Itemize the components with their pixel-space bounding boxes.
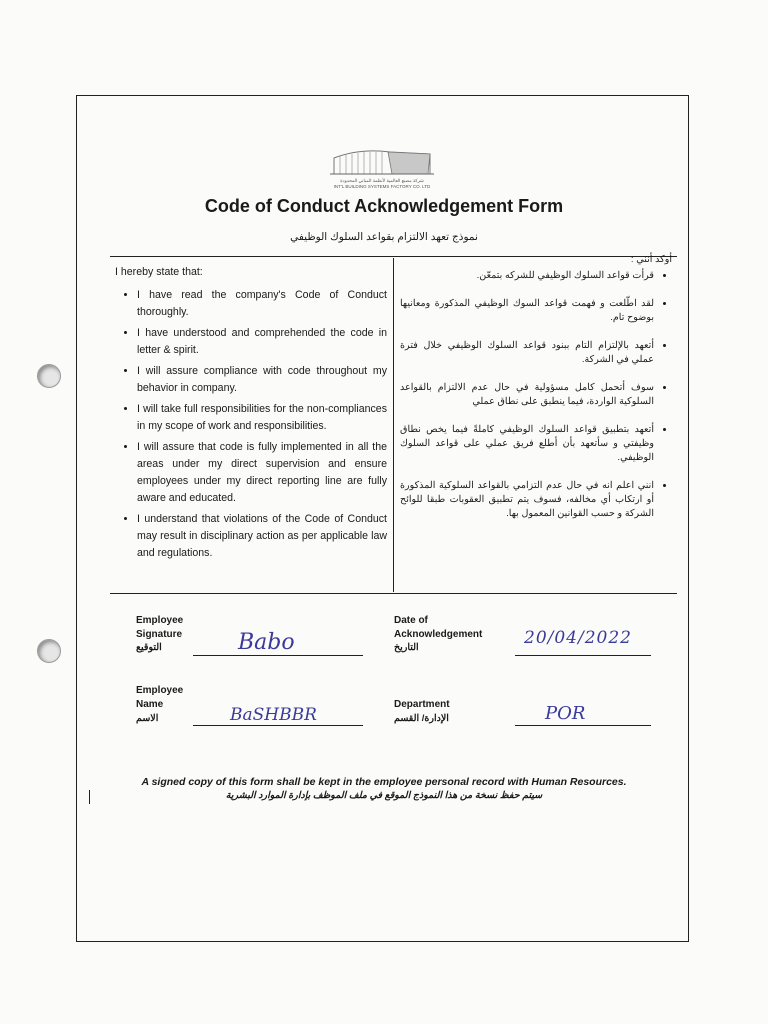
date-line — [515, 655, 651, 656]
statement-item-arabic: • لقد اطّلعت و فهمت قواعد السوك الوظيفي المذكورة ومعانيها بوضوح تام. — [400, 297, 654, 325]
column-divider — [393, 258, 394, 592]
statement-item-arabic: • أتعهد بتطبيق قواعد السلوك الوظيفي كاملةً فيما يخص نطاق وظيفتي و سأتعهد بأن أطلع فريق عملي على قواعد السلوك الوظيفي. — [400, 423, 654, 465]
department-label: Department — [394, 699, 450, 710]
signature-value[interactable]: Babo — [238, 630, 295, 655]
statement-item: • I have read the company's Code of Conduct thoroughly. — [137, 287, 387, 321]
statement-item: • I will assure that code is fully implemented in all the areas under my direct supervision and ensure employees under my direct reporting line are fully aware and educated. — [137, 439, 387, 507]
statement-item-arabic: • أتعهد بالإلتزام التام ببنود قواعد السلوك الوظيفي خلال فترة عملي في الشركة. — [400, 339, 654, 367]
department-value[interactable]: POR — [545, 703, 586, 724]
statements-intro: I hereby state that: — [115, 266, 203, 278]
date-label-arabic: التاريخ — [394, 642, 419, 653]
statements-english — [115, 264, 387, 566]
punch-hole — [37, 639, 61, 663]
margin-mark — [89, 790, 90, 804]
statements-arabic — [400, 253, 672, 535]
form-title: Code of Conduct Acknowledgement Form — [204, 196, 564, 216]
statement-item: • I will assure compliance with code throughout my behavior in company. — [137, 363, 387, 397]
name-label-arabic: الاسم — [136, 713, 159, 724]
statement-item: • I will take full responsibilities for the non-compliances in my scope of work and responsibilities. — [137, 401, 387, 435]
signature-label: Employee Signature — [136, 615, 184, 640]
statement-item-arabic: • انني اعلم انه في حال عدم التزامي بالقواعد السلوكية المذكورة أو ارتكاب أي مخالفه، فسوف يتم تطبيق العقوبات طبقا للوائح الشركة و حسب القوانين المعمول بها. — [400, 479, 654, 521]
date-label: Date of Acknowledgement — [394, 615, 483, 640]
form-title-arabic: نموذج تعهد الالتزام بقواعد السلوك الوظيفي — [290, 231, 478, 243]
name-line — [193, 725, 363, 726]
statements-intro-arabic: أوكد أنني : — [630, 254, 672, 265]
footer-note: A signed copy of this form shall be kept in the employee personal record with Human Resources. — [141, 776, 627, 788]
footer-note-arabic: سيتم حفظ نسخة من هذا النموذج الموقع في ملف الموظف بإدارة الموارد البشرية — [225, 790, 543, 801]
date-value[interactable]: 20/04/2022 — [524, 628, 632, 648]
statement-item-arabic: • قرأت قواعد السلوك الوظيفي للشركه بتمعّن. — [400, 269, 654, 283]
signature-label-arabic: التوقيع — [136, 642, 162, 653]
department-line — [515, 725, 651, 726]
logo-caption: شركة مصنع العالمية لأنظمة المباني المحدودة INT'L BUILDING SYSTEMS FACTORY CO. LTD — [333, 178, 431, 189]
name-label: Employee Name — [136, 685, 184, 710]
company-logo — [330, 144, 434, 188]
statement-item: • I have understood and comprehended the code in letter & spirit. — [137, 325, 387, 359]
building-icon — [330, 144, 434, 178]
department-label-arabic: الإدارة/ القسم — [394, 713, 449, 724]
statement-item-arabic: • سوف أتحمل كامل مسؤولية في حال عدم الالتزام بالقواعد السلوكية الواردة، فيما ينطبق على نطاق عملي — [400, 381, 654, 409]
name-value[interactable]: BaSHBBR — [230, 705, 317, 725]
signature-line — [193, 655, 363, 656]
punch-hole — [37, 364, 61, 388]
statement-item: • I understand that violations of the Code of Conduct may result in disciplinary action as per applicable law and regulations. — [137, 511, 387, 562]
